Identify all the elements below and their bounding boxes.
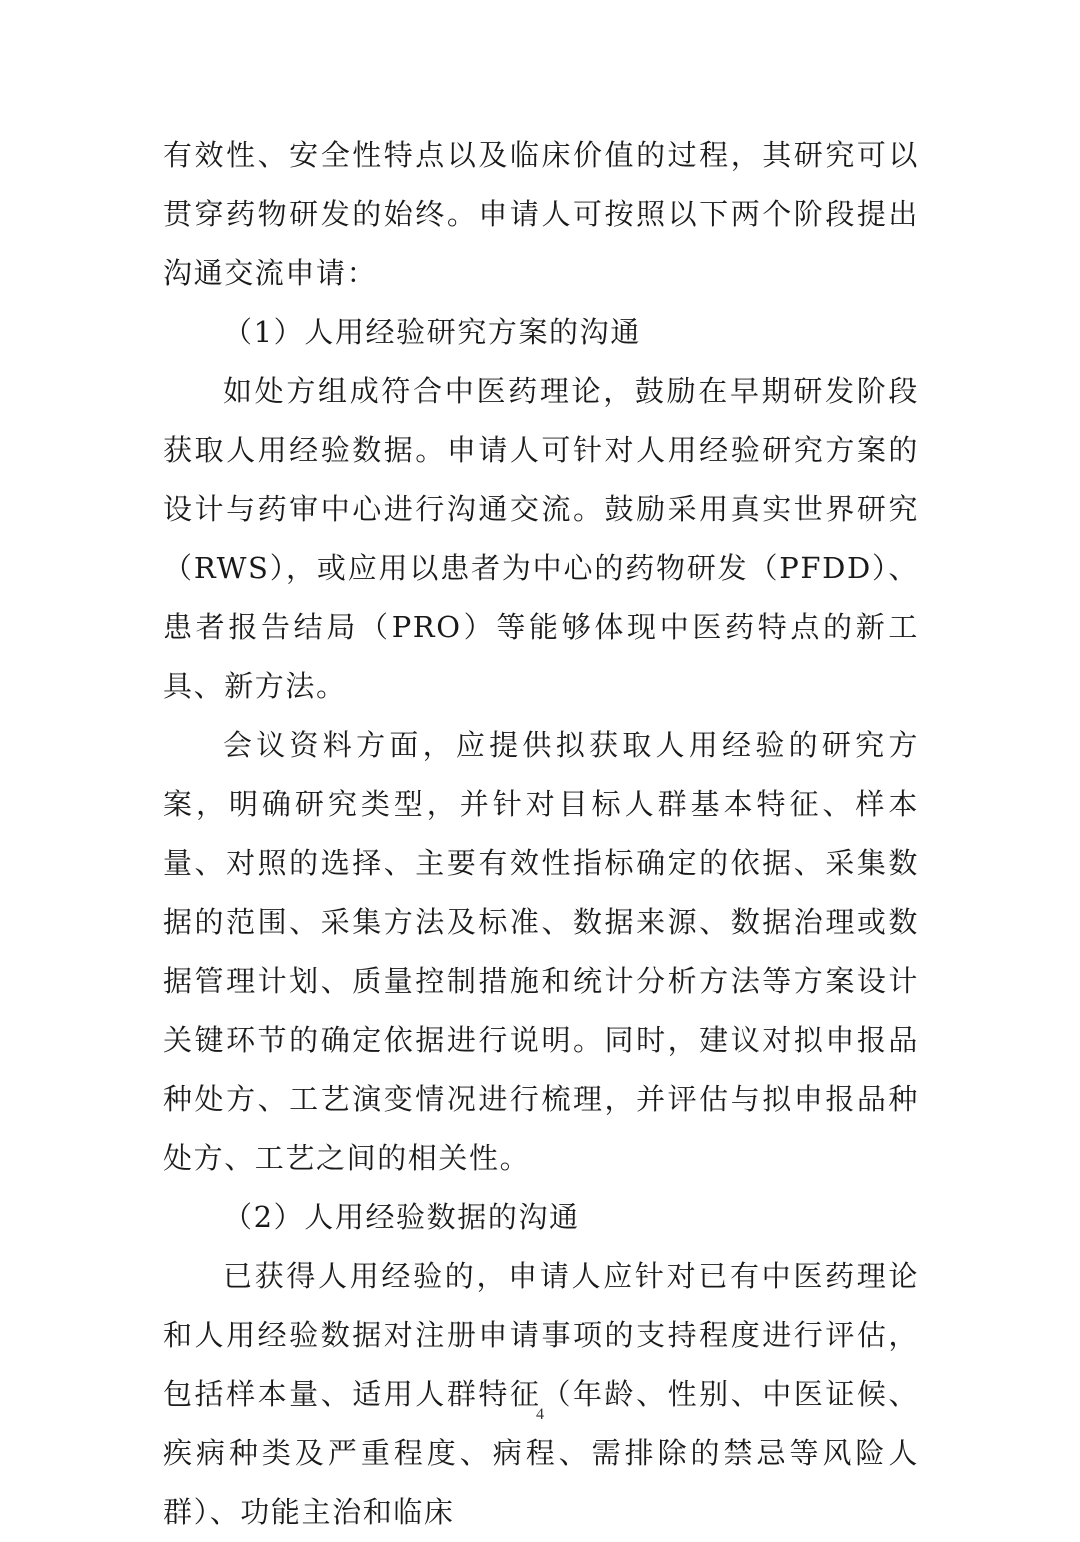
page-number: 4 xyxy=(536,1406,544,1423)
section-heading-2: （2）人用经验数据的沟通 xyxy=(223,1200,580,1234)
paragraph-meeting-materials: 会议资料方面，应提供拟获取人用经验的研究方案，明确研究类型，并针对目标人群基本特征、样本量、对照的选择、主要有效性指标确定的依据、采集数据的范围、采集方法及标准、数据来源、数据治理或数据管理计划、质量控制措施和统计分析方法等方案设计关键环节的确定依据进行说明。同时，建议对拟申报品种处方、工艺演变情况进行梳理，并评估与拟申报品种处方、工艺之间的相关性。 xyxy=(163,728,919,1175)
paragraph-obtained-experience: 已获得人用经验的，申请人应针对已有中医药理论和人用经验数据对注册申请事项的支持程度进行评估，包括样本量、适用人群特征（年龄、性别、中医证候、疾病种类及严重程度、病程、需排除的禁忌等风险人群）、功能主治和临床 xyxy=(163,1259,919,1529)
section-heading-1: （1）人用经验研究方案的沟通 xyxy=(223,315,641,349)
body-text xyxy=(163,126,919,1542)
paragraph-encourage-early-data: 如处方组成符合中医药理论，鼓励在早期研发阶段获取人用经验数据。申请人可针对人用经验研究方案的设计与药审中心进行沟通交流。鼓励采用真实世界研究（RWS），或应用以患者为中心的药物研发（PFDD）、患者报告结局（PRO）等能够体现中医药特点的新工具、新方法。 xyxy=(163,374,919,703)
paragraph-continued: 有效性、安全性特点以及临床价值的过程，其研究可以贯穿药物研发的始终。申请人可按照以下两个阶段提出沟通交流申请： xyxy=(163,138,919,290)
